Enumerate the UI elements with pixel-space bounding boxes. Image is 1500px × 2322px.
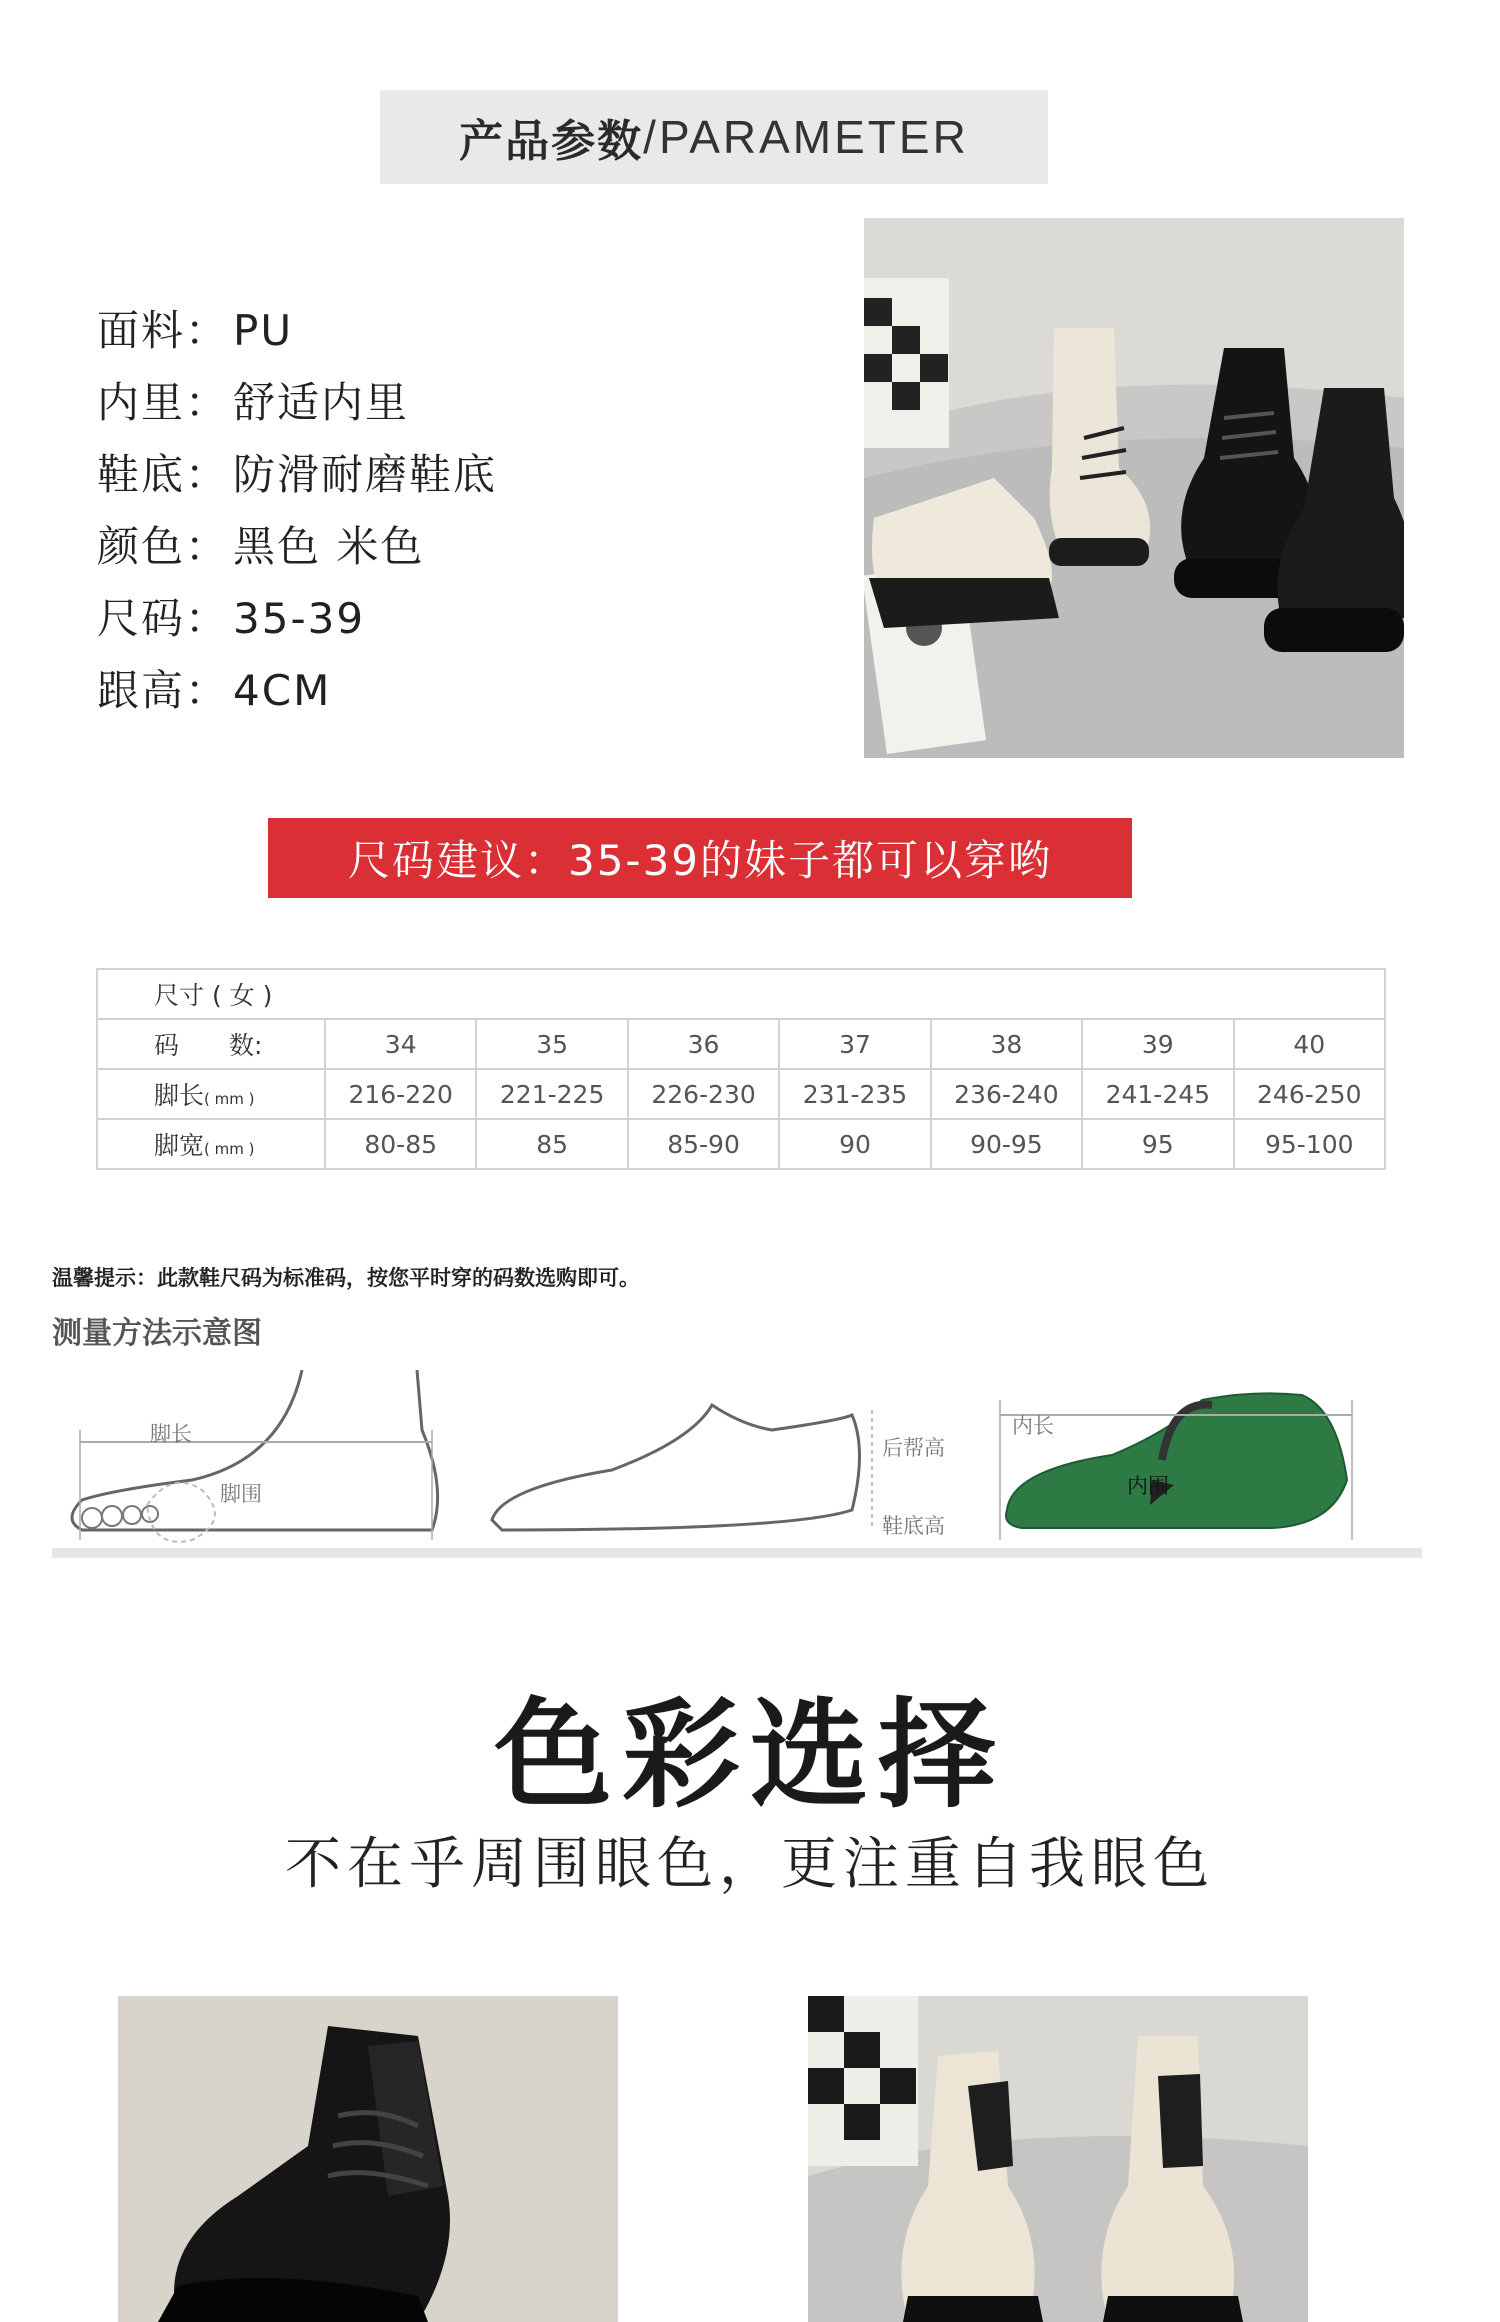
header-title-en: /PARAMETER — [643, 111, 969, 163]
param-heel-height — [97, 658, 331, 718]
table-cell: 95 — [1082, 1119, 1233, 1169]
param-key: 鞋底： — [97, 450, 230, 499]
param-key: 颜色： — [97, 522, 230, 571]
table-header-row — [97, 969, 1385, 1019]
table-cell: 231-235 — [779, 1069, 930, 1119]
parameter-header — [380, 90, 1048, 184]
label-foot-girth: 脚围 — [220, 1482, 262, 1506]
label-sole-height: 鞋底高 — [882, 1514, 945, 1538]
param-size — [97, 586, 365, 646]
table-cell: 40 — [1234, 1019, 1385, 1069]
label-inner-girth: 内围 — [1127, 1474, 1169, 1498]
param-key: 面料： — [97, 306, 230, 355]
table-cell: 39 — [1082, 1019, 1233, 1069]
row-unit: ( mm ) — [204, 1140, 255, 1158]
label-heel-height: 后帮高 — [882, 1436, 945, 1460]
table-cell: 216-220 — [325, 1069, 476, 1119]
size-table — [96, 968, 1386, 1170]
table-cell: 95-100 — [1234, 1119, 1385, 1169]
table-cell: 80-85 — [325, 1119, 476, 1169]
label-foot-length: 脚长 — [150, 1422, 192, 1446]
row-label: 码 数: — [97, 1019, 325, 1069]
measure-title: 测量方法示意图 — [52, 1316, 262, 1351]
table-cell: 90-95 — [931, 1119, 1082, 1169]
table-header: 尺寸 ( 女 ) — [97, 969, 1385, 1019]
table-cell: 85-90 — [628, 1119, 779, 1169]
param-material — [97, 298, 293, 358]
param-key: 尺码： — [97, 594, 230, 643]
color-section-title: 色彩选择 — [493, 1686, 1006, 1824]
table-cell: 241-245 — [1082, 1069, 1233, 1119]
table-cell: 246-250 — [1234, 1069, 1385, 1119]
label-inner-length: 内长 — [1012, 1414, 1054, 1438]
param-color — [97, 514, 424, 574]
param-value: 防滑耐磨鞋底 — [233, 450, 498, 499]
table-cell: 35 — [476, 1019, 627, 1069]
param-value: 4CM — [233, 666, 332, 715]
param-value: 舒适内里 — [233, 378, 410, 427]
row-label-cell — [97, 1069, 325, 1119]
table-row — [97, 1019, 1385, 1069]
table-cell: 38 — [931, 1019, 1082, 1069]
header-title-cn: 产品参数 — [459, 116, 644, 167]
table-cell: 37 — [779, 1019, 930, 1069]
color-section-subtitle: 不在乎周围眼色，更注重自我眼色 — [285, 1832, 1215, 1897]
size-note: 温馨提示：此款鞋尺码为标准码，按您平时穿的码数选购即可。 — [52, 1266, 640, 1290]
param-lining — [97, 370, 409, 430]
table-cell: 221-225 — [476, 1069, 627, 1119]
size-advice-banner: 尺码建议：35-39的妹子都可以穿哟 — [268, 818, 1132, 898]
param-key: 跟高： — [97, 666, 230, 715]
param-sole — [97, 442, 497, 502]
table-row — [97, 1069, 1385, 1119]
row-unit: ( mm ) — [204, 1090, 255, 1108]
param-value: 35-39 — [233, 594, 366, 643]
param-value: PU — [233, 306, 294, 355]
param-value: 黑色 米色 — [233, 522, 425, 571]
table-cell: 85 — [476, 1119, 627, 1169]
row-label-cell — [97, 1119, 325, 1169]
product-photo-beige — [808, 1996, 1308, 2322]
product-photo-black — [118, 1996, 618, 2322]
table-cell: 36 — [628, 1019, 779, 1069]
product-photo-main — [864, 218, 1404, 758]
table-cell: 226-230 — [628, 1069, 779, 1119]
table-cell: 236-240 — [931, 1069, 1082, 1119]
measurement-diagram — [52, 1370, 1422, 1590]
table-cell: 34 — [325, 1019, 476, 1069]
row-label: 脚宽 — [154, 1131, 205, 1160]
param-key: 内里： — [97, 378, 230, 427]
table-row — [97, 1119, 1385, 1169]
table-cell: 90 — [779, 1119, 930, 1169]
row-label: 脚长 — [154, 1081, 205, 1110]
